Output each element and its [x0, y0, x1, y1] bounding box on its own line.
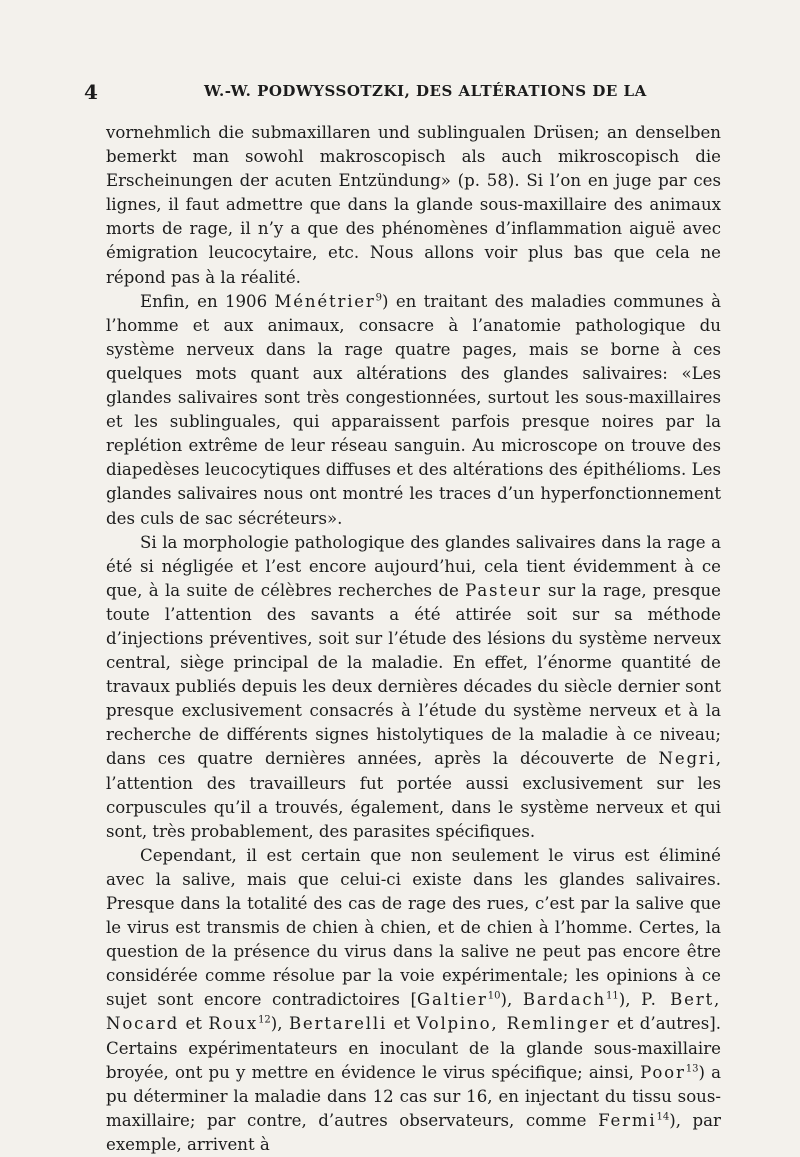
author-name: Bertarelli	[288, 1014, 388, 1034]
author-name: Roux	[208, 1014, 259, 1034]
text-run: vornehmlich die submaxillaren und sublingualen Drüsen; an denselben bemerkt man sowohl makroscopisch als auch mikroscopisch die Erscheinungen der acuten Entzündung» (p. 58). Si l’on en juge par ces lignes, il faut admettre que dans la glande sous-maxillaire des animaux morts de rage, il n’y a que des phénomènes d’inflammation aiguë avec émigration leucocytaire, etc. Nous allons voir plus bas que cela ne répond pas à la réalité.	[106, 123, 721, 287]
text-run: ), par exemple, arrivent à	[106, 1110, 721, 1154]
footnote-reference: 13	[685, 1063, 699, 1075]
author-name: Volpino, Remlinger	[416, 1014, 611, 1034]
text-run: et d’autres]. Certains expérimentateurs en inoculant de la glande sous-maxillaire broyée, ont pu y mettre en évidence le virus spécifique; ainsi,	[106, 1014, 721, 1082]
footnote-reference: 12	[258, 1014, 271, 1026]
footnote-reference: 14	[656, 1111, 670, 1123]
text-run: ),	[618, 990, 642, 1010]
author-name: Bardach	[522, 990, 606, 1010]
author-name: Fermi	[598, 1110, 657, 1130]
footnote-reference: 9	[375, 292, 383, 304]
page-header	[84, 80, 724, 106]
text-run: ) en traitant des maladies communes à l’homme et aux animaux, consacre à l’anatomie pathologique du système nerveux dans la rage quatre pages, mais se borne à ces quelques mots quant aux altérations des glandes salivaires: «Les glandes salivaires sont très congestionnées, surtout les sous-maxillaires et les sublinguales, qui apparaissent parfois presque noires par la replétion extrême de leur réseau sanguin. Au microscope on trouve des diapedèses leucocytiques diffuses et des altérations des épithélioms. Les glandes salivaires nous ont montré les traces d’un hyperfonctionnement des culs de sac sécréteurs».	[106, 291, 721, 528]
author-name: Ménétrier	[274, 291, 376, 311]
paragraph	[106, 531, 721, 844]
text-run: Enfin, en 1906	[140, 291, 275, 311]
text-run: ),	[500, 990, 523, 1010]
text-run: ),	[270, 1014, 289, 1034]
author-name: Galtier	[416, 990, 488, 1010]
text-run: sur la rage, presque toute l’attention des savants a été attirée soit sur sa méthode d’injections préventives, soit sur l’étude des lésions du système nerveux central, siège principal de la maladie. En effet, l’énorme quantité de travaux publiés depuis les deux dernières décades du siècle dernier sont presque exclusivement consacrés à l’étude du système nerveux et à la recherche de différents signes histolytiques de la maladie à ce niveau; dans ces quatre dernières années, après la découverte de	[106, 580, 721, 769]
footnote-reference: 11	[605, 990, 619, 1002]
text-run: Si la morphologie pathologique des glandes salivaires dans la rage a été si négligée et l’est encore aujourd’hui, cela tient évidemment à ce que, à la suite de célèbres recherches de	[106, 532, 721, 600]
paragraph	[106, 844, 721, 1157]
paragraph	[106, 121, 721, 290]
page-number: 4	[84, 80, 98, 104]
body-text	[106, 121, 721, 1157]
author-name: Pasteur	[465, 580, 542, 600]
text-run: ) a pu déterminer la maladie dans 12 cas sur 16, en injectant du tissu sous-maxillaire; par contre, d’autres observateurs, comme	[106, 1062, 721, 1130]
footnote-reference: 10	[487, 990, 501, 1002]
author-name: Negri	[658, 749, 716, 769]
text-run: , l’attention des travailleurs fut portée aussi exclusivement sur les corpuscules qu’il a trouvés, également, dans le système nerveux et qui sont, très probablement, des parasites spécifiques.	[106, 749, 721, 841]
text-run: et	[387, 1014, 417, 1034]
paragraph	[106, 290, 721, 531]
author-name: Poor	[640, 1062, 686, 1082]
author-name: P. Bert, Nocard	[106, 990, 722, 1034]
text-run: et	[179, 1014, 209, 1034]
running-title: W.-W. PODWYSSOTZKI, DES ALTÉRATIONS DE LA	[204, 82, 647, 100]
text-run: Cependant, il est certain que non seulement le virus est éliminé avec la salive, mais que celui-ci existe dans les glandes salivaires. Presque dans la totalité des cas de rage des rues, c’est par la salive que le virus est transmis de chien à chien, et de chien à l’homme. Certes, la question de la présence du virus dans la salive ne peut pas encore être considérée comme résolue par la voie expérimentale; les opinions à ce sujet sont encore contradictoires [	[106, 845, 721, 1010]
